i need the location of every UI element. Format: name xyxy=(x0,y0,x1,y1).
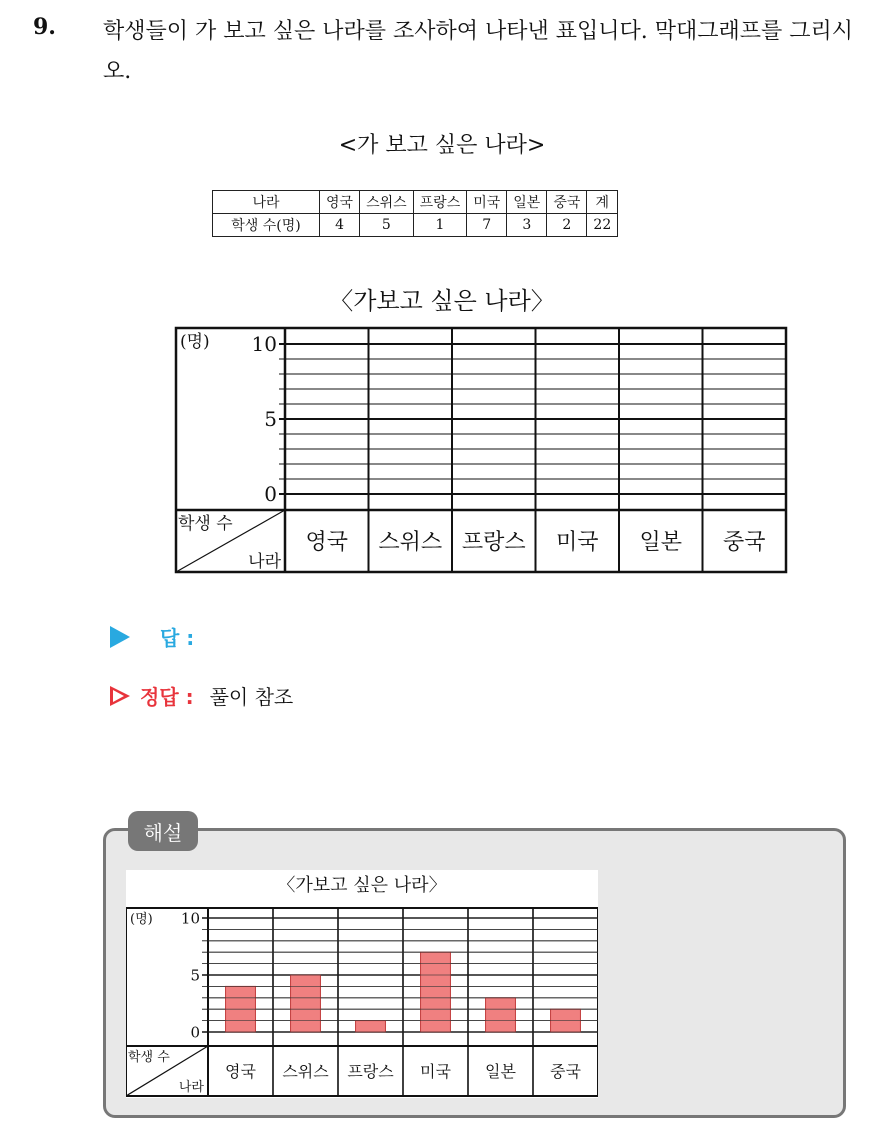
blank-graph-y-tick-label: 0 xyxy=(264,482,277,507)
table-country: 스위스 xyxy=(360,191,414,214)
table-row-label: 학생 수(명) xyxy=(213,214,320,237)
table-value: 1 xyxy=(413,214,467,237)
table-value: 4 xyxy=(320,214,360,237)
answer-row xyxy=(110,622,194,651)
question-text: 학생들이 가 보고 싶은 나라를 조사하여 나타낸 표입니다. 막대그래프를 그리시오. xyxy=(103,19,853,84)
solution-chart-category-label: 프랑스 xyxy=(347,1061,394,1081)
solution-chart-corner-top-label: 학생 수 xyxy=(128,1050,170,1065)
solution-chart-unit-label: (명) xyxy=(130,912,153,927)
solution-chart-bar xyxy=(291,975,321,1032)
correct-answer-row xyxy=(110,681,293,710)
solution-chart-category-label: 스위스 xyxy=(282,1061,329,1081)
blank-graph-category-label: 영국 xyxy=(305,529,349,555)
solution-chart-bar xyxy=(486,998,516,1032)
question-number: 9. xyxy=(33,14,56,40)
blank-graph-y-tick-label: 10 xyxy=(251,332,277,357)
solution-chart-corner-bottom-label: 나라 xyxy=(178,1080,204,1095)
solution-chart xyxy=(126,870,598,1098)
correct-arrow-icon xyxy=(110,686,130,706)
table-country: 프랑스 xyxy=(413,191,467,214)
table-value: 7 xyxy=(467,214,507,237)
table-country: 중국 xyxy=(547,191,587,214)
table-total-label: 계 xyxy=(587,191,618,214)
blank-graph-corner-bottom-label: 나라 xyxy=(248,552,281,572)
solution-chart-category-label: 일본 xyxy=(485,1061,516,1081)
solution-chart-bar xyxy=(356,1021,386,1032)
table-country: 일본 xyxy=(507,191,547,214)
blank-graph-category-label: 일본 xyxy=(639,529,683,555)
blank-graph-unit-label: (명) xyxy=(180,332,210,352)
table-total-value: 22 xyxy=(587,214,618,237)
solution-chart-y-tick-label: 0 xyxy=(190,1023,200,1042)
blank-graph-corner-top-label: 학생 수 xyxy=(178,514,233,534)
blank-graph-category-label: 미국 xyxy=(555,529,599,555)
correct-answer-value: 풀이 참조 xyxy=(209,685,294,709)
table-value: 2 xyxy=(547,214,587,237)
blank-graph-title: 〈가보고 싶은 나라〉 xyxy=(329,287,555,315)
table-header-label: 나라 xyxy=(213,191,320,214)
solution-chart-category-label: 영국 xyxy=(225,1061,256,1081)
solution-chart-bar xyxy=(421,952,451,1032)
solution-chart-y-tick-label: 5 xyxy=(190,966,200,985)
correct-answer-label: 정답 : xyxy=(140,685,194,709)
table-value: 5 xyxy=(360,214,414,237)
blank-graph-category-label: 프랑스 xyxy=(461,529,526,555)
solution-label: 해설 xyxy=(128,811,198,851)
solution-chart-title: 〈가보고 싶은 나라〉 xyxy=(277,875,447,896)
table-value: 3 xyxy=(507,214,547,237)
table-country: 영국 xyxy=(320,191,360,214)
answer-arrow-icon xyxy=(110,626,130,648)
table-country: 미국 xyxy=(467,191,507,214)
solution-bar-chart xyxy=(126,870,598,1098)
blank-graph-y-tick-label: 5 xyxy=(264,407,277,432)
solution-chart-category-label: 미국 xyxy=(420,1061,451,1081)
blank-graph-category-label: 중국 xyxy=(722,529,766,555)
answer-label: 답 : xyxy=(160,626,195,650)
blank-graph-category-label: 스위스 xyxy=(378,529,443,555)
solution-chart-y-tick-label: 10 xyxy=(180,909,200,928)
table-title: <가 보고 싶은 나라> xyxy=(338,133,546,158)
solution-chart-category-label: 중국 xyxy=(550,1061,581,1081)
